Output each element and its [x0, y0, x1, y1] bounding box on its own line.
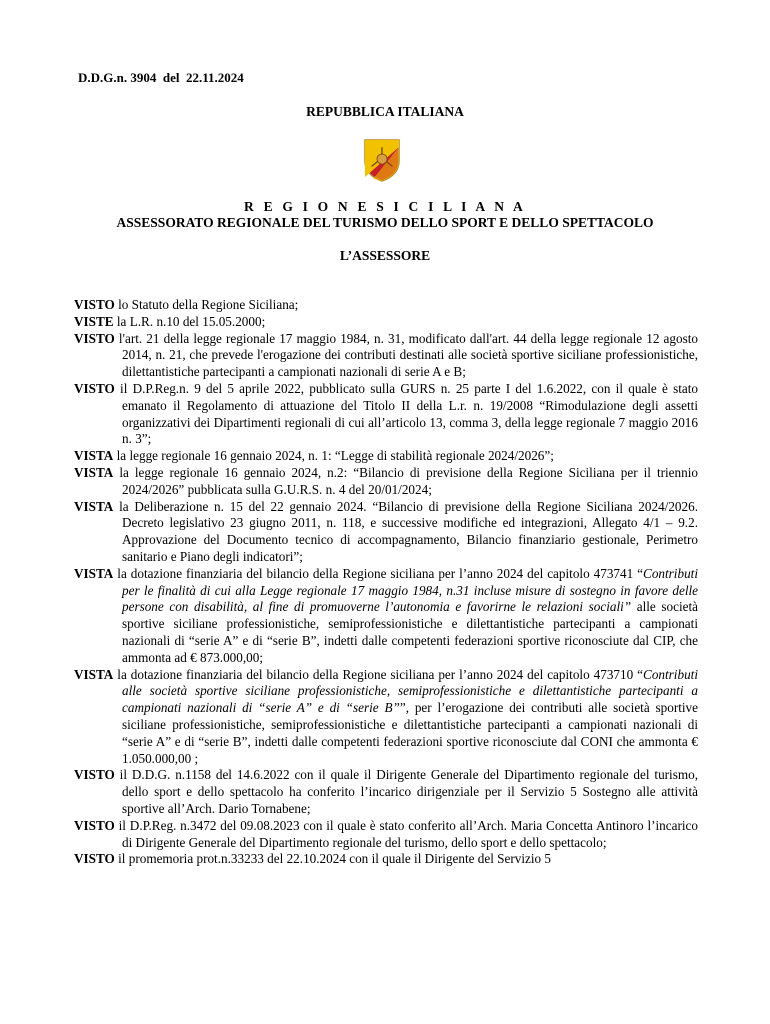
clause-keyword: VISTO — [74, 851, 115, 867]
clause-text: lo Statuto della Regione Siciliana; — [114, 297, 299, 312]
clause-text: la dotazione finanziaria del bilancio della Regione siciliana per l’anno 2024 del capitolo 473741 “ — [113, 565, 644, 581]
clause — [74, 297, 698, 314]
assessore-heading: L’ASSESSORE — [339, 248, 431, 263]
clause-keyword: VISTA — [74, 498, 114, 514]
clause-keyword: VISTO — [74, 330, 115, 346]
clause-keyword: VISTO — [74, 817, 115, 833]
clause — [74, 381, 698, 448]
clause — [74, 767, 698, 817]
clause-keyword: VISTO — [74, 297, 115, 312]
clause — [74, 818, 698, 852]
region-heading: R E G I O N E S I C I L I A N A — [244, 199, 526, 214]
document-body — [74, 297, 698, 868]
decree-reference: D.D.G.n. 3904 del 22.11.2024 — [78, 70, 244, 85]
clause-text: il D.P.Reg. n.3472 del 09.08.2023 con il quale è stato conferito all’Arch. Maria Concetta Antinoro l’incarico di Dirigente Generale del Dipartimento regionale del turismo, dello sport e dello spettacolo; — [114, 817, 698, 850]
clause-text: la L.R. n.10 del 15.05.2000; — [113, 313, 266, 329]
clause-text: la legge regionale 16 gennaio 2024, n.2: “Bilancio di previsione della Regione Siciliana per il triennio 2024/2026” pubblicata sulla G.U.R.S. n. 4 del 20/01/2024; — [113, 464, 698, 497]
coat-of-arms-icon — [361, 137, 403, 183]
clause-keyword: VISTO — [74, 380, 115, 396]
clause-keyword: VISTA — [74, 464, 114, 480]
clause — [74, 448, 698, 465]
clause-text: la Deliberazione n. 15 del 22 gennaio 2024. “Bilancio di previsione della Regione Siciliana 2024/2026. Decreto legislativo 23 giugno 2011, n. 118, e successive modifiche ed integrazioni, Allegato 4/1 – 9.2. Approvazione del Documento tecnico di accompagnamento, Bilancio finanziario gestionale, Perimetro sanitario e Piano degli indicatori”; — [113, 498, 698, 564]
clause-text: il promemoria prot.n.33233 del 22.10.2024 con il quale il Dirigente del Servizio 5 — [114, 851, 552, 867]
clause — [74, 566, 698, 667]
clause — [74, 667, 698, 768]
clause-text: il D.D.G. n.1158 del 14.6.2022 con il quale il Dirigente Generale del Dipartimento regionale del turismo, dello sport e dello spettacolo ha conferito l’incarico dirigenziale per il Servizio 5 Sostegno alle attività sportive all’Arch. Dario Tornabene; — [114, 767, 698, 816]
clause-keyword: VISTA — [74, 666, 114, 682]
clause — [74, 314, 698, 331]
clause-tail: alle società sportive siciliane professionistiche, semiprofessionistiche e dilettantistiche partecipanti a campionati nazionali di “serie A” e di “serie B”, indetti dalle competenti federazioni sportive riconosciute dal CIP, che ammonta ad € 873.000,00; — [122, 599, 698, 665]
clause-italic: Contributi per le finalità di cui alla Legge regionale 17 maggio 1984, n.31 incluse misure di sostegno in favore delle persone con disabilità, al fine di promuoverne l’autonomia e favorirne le relazioni sociali” — [122, 565, 698, 615]
department-heading: ASSESSORATO REGIONALE DEL TURISMO DELLO SPORT E DELLO SPETTACOLO — [116, 215, 654, 230]
clause — [74, 465, 698, 499]
clause-tail: ”, per l’erogazione dei contributi alle società sportive siciliane professionistiche, semiprofessionistiche e dilettantistiche partecipanti a campionati nazionali di “serie A” e di “serie B”, indetti dalle competenti federazioni sportive riconosciute dal CONI che ammonta € 1.050.000,00 ; — [122, 700, 698, 766]
clause — [74, 851, 698, 868]
clause — [74, 331, 698, 381]
clause-keyword: VISTO — [74, 767, 115, 783]
clause-text: il D.P.Reg.n. 9 del 5 aprile 2022, pubblicato sulla GURS n. 25 parte I del 1.6.2022, con il quale è stato emanato il Regolamento di attuazione del Titolo II della L.r. n. 19/2008 “Rimodulazione degli assetti organizzativi dei Dipartimenti regionali di cui all’articolo 13, comma 3, della legge regionale 7 maggio 2016 n. 3”; — [114, 380, 698, 447]
clause-keyword: VISTE — [74, 313, 114, 329]
clause-text: la legge regionale 16 gennaio 2024, n. 1: “Legge di stabilità regionale 2024/2026”; — [113, 448, 554, 464]
republic-heading: REPUBBLICA ITALIANA — [306, 104, 464, 119]
clause-text: l'art. 21 della legge regionale 17 maggio 1984, n. 31, modificato dall'art. 44 della legge regionale 12 agosto 2014, n. 21, che prevede l'erogazione dei contributi destinati alle società sportive siciliane professionistiche, dilettantistiche partecipanti a campionati nazionali di serie A e B; — [114, 330, 698, 380]
clause-italic: Contributi alle società sportive siciliane professionistiche, semiprofessionistiche e dilettantistiche partecipanti a campionati nazionali di “serie A” e di “serie B” — [122, 666, 698, 716]
clause — [74, 499, 698, 566]
clause-keyword: VISTA — [74, 448, 114, 464]
clause-text: la dotazione finanziaria del bilancio della Regione siciliana per l’anno 2024 del capitolo 473710 “ — [113, 666, 644, 682]
clause-keyword: VISTA — [74, 565, 114, 581]
